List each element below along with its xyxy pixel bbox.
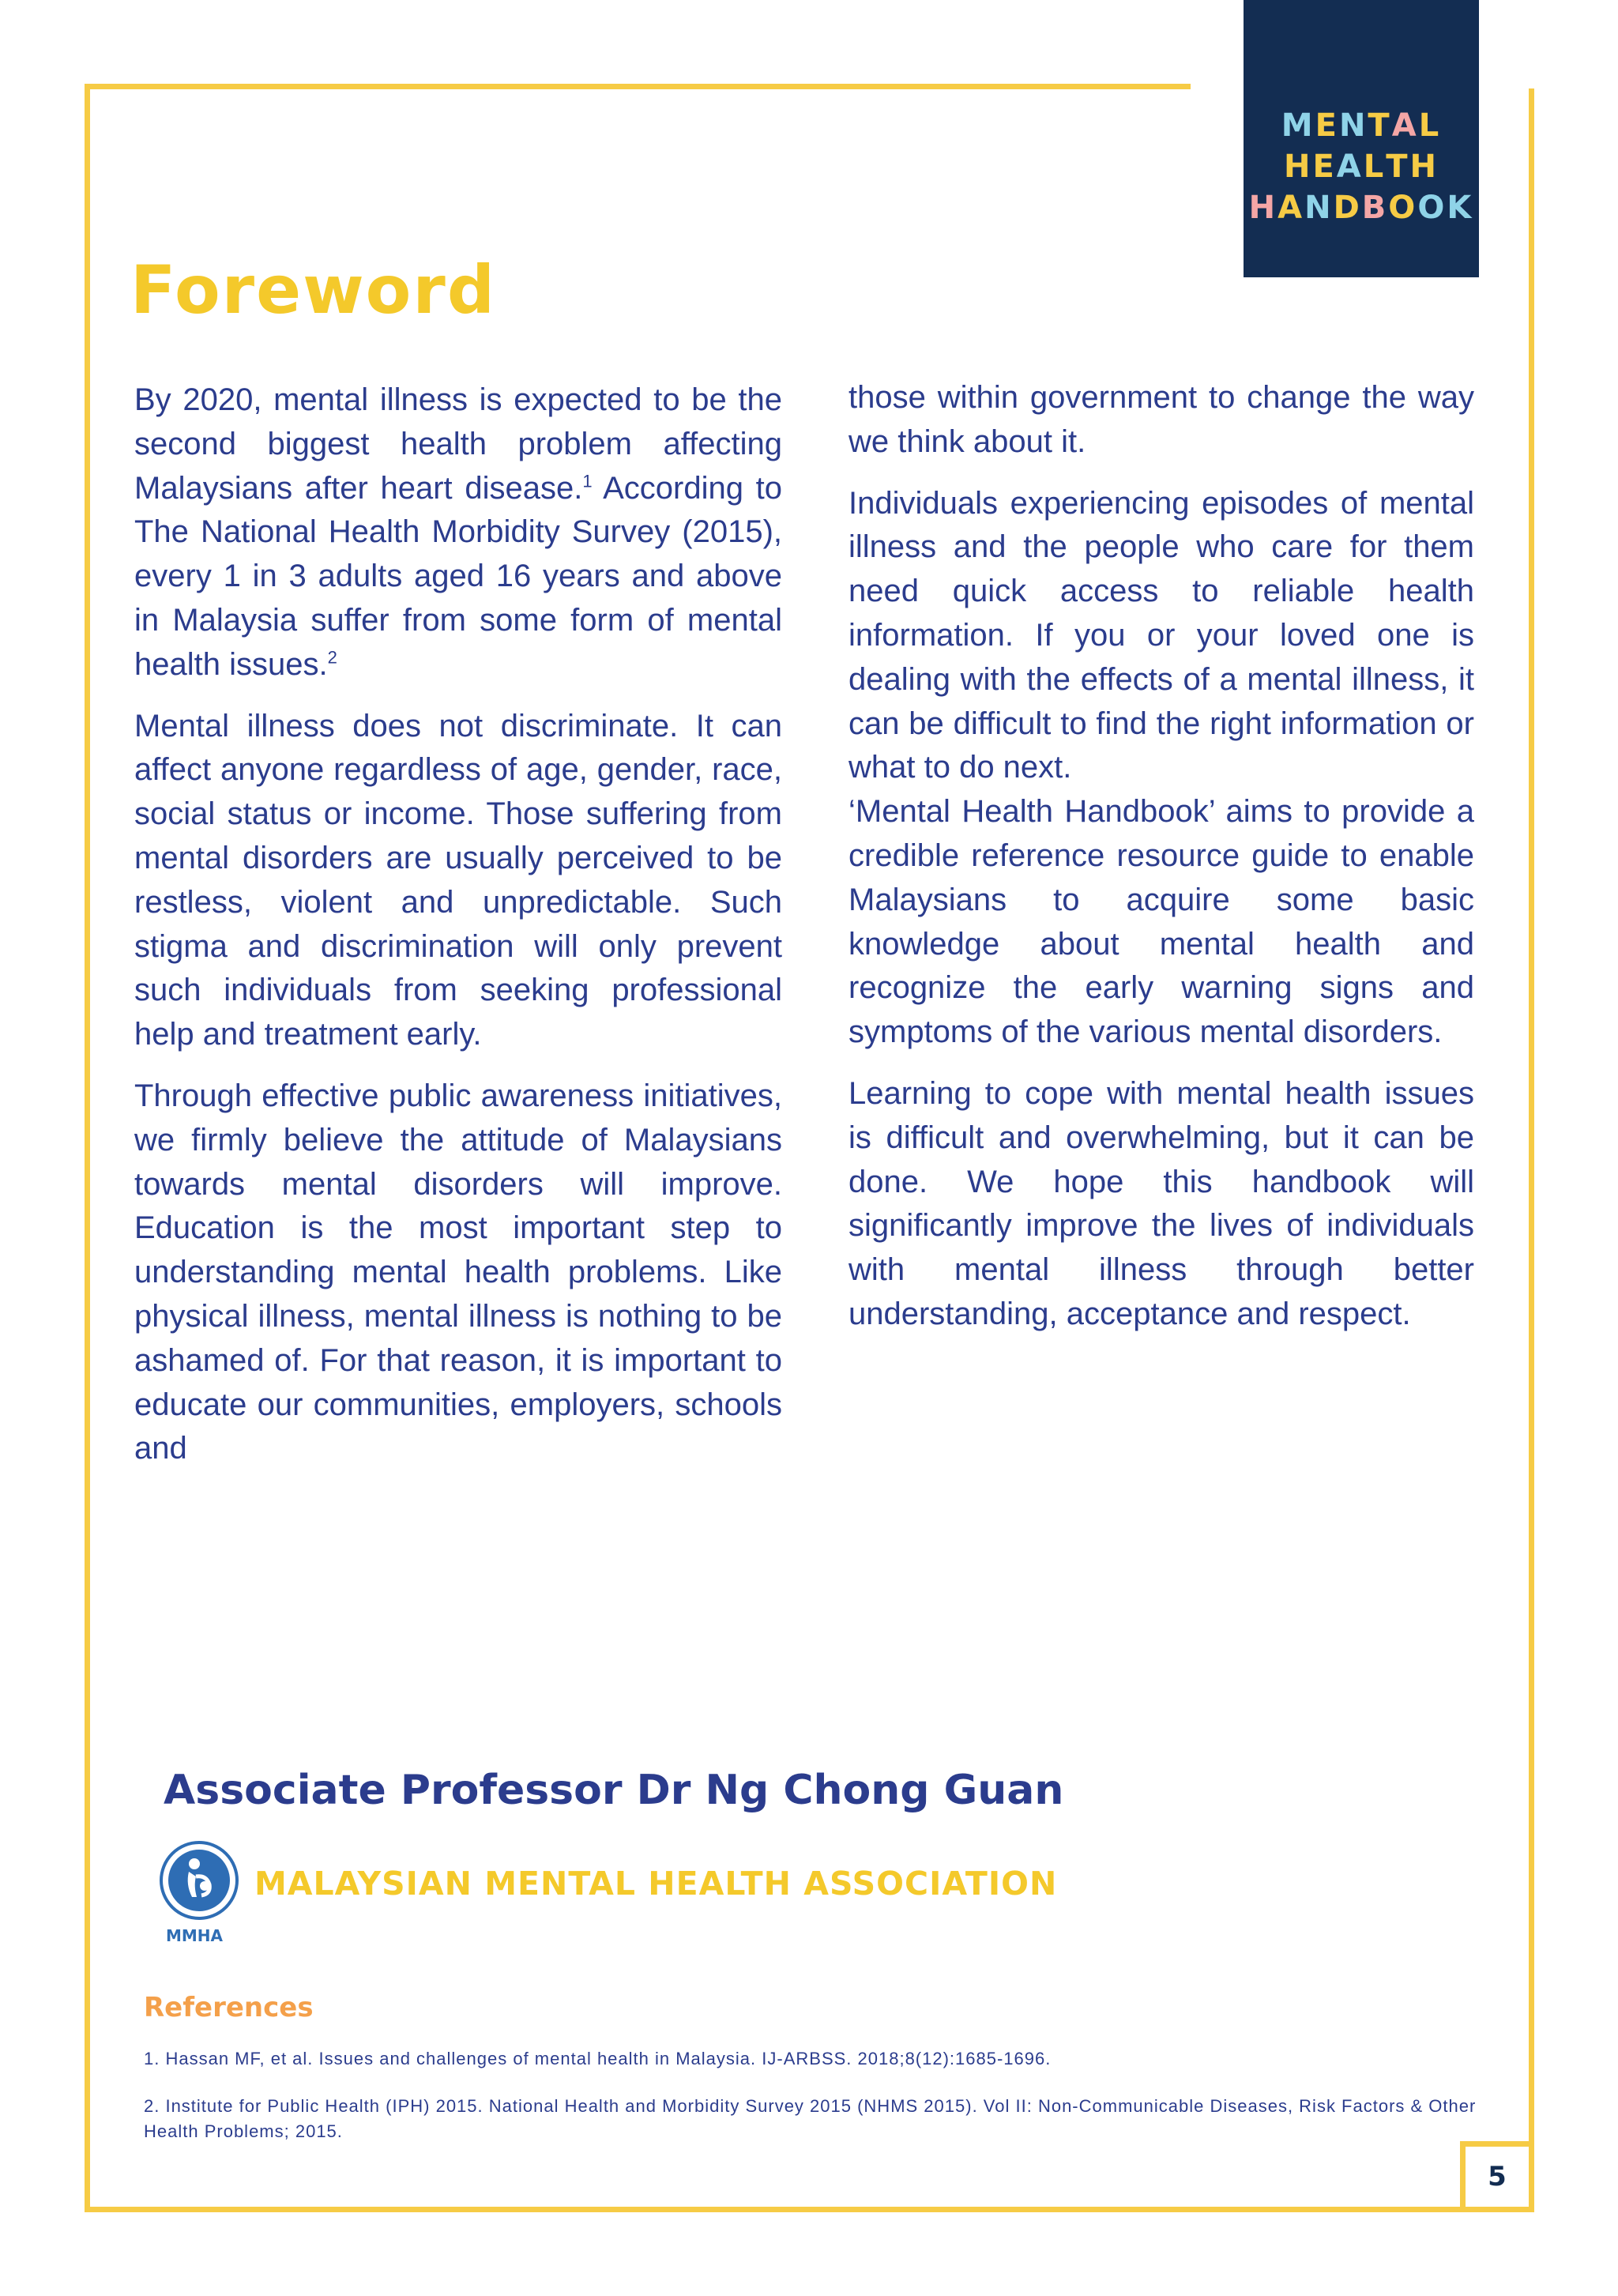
paragraph: Mental illness does not discriminate. It can affect anyone regardless of age, gender, race, social status or income. Those suffering from mental disorders are usually perceived to be restless, violent and unpredictable. Such stigma and discrimination will only prevent such individuals from seeking professional help and treatment early. — [134, 708, 782, 1052]
frame-right-border — [1529, 88, 1534, 2212]
footnote-ref: 1 — [582, 471, 593, 491]
signatory-name: Associate Professor Dr Ng Chong Guan — [164, 1767, 1064, 1814]
brand-line-handbook — [1249, 187, 1474, 228]
brand-letter: E — [1312, 149, 1337, 185]
paragraph: Individuals experiencing episodes of mental illness and the people who care for them need quick access to reliable health information. If you or your loved one is dealing with the effects of a mental illness, it can be difficult to find the right information or what to do next. — [849, 485, 1474, 785]
mother-child-icon — [168, 1850, 230, 1911]
brand-letter: N — [1338, 107, 1368, 144]
frame-bottom-border — [85, 2207, 1534, 2212]
brand-letter: M — [1281, 107, 1315, 144]
frame-top-border — [85, 84, 1191, 89]
paragraph: Learning to cope with mental health issues is difficult and overwhelming, but it can be done. We hope this handbook will significantly improve the lives of individuals with mental illness through better understanding, acceptance and respect. — [849, 1075, 1474, 1331]
brand-letter: L — [1363, 149, 1387, 185]
brand-letter: K — [1447, 190, 1474, 226]
left-text-column — [134, 378, 782, 1489]
reference-item: 2. Institute for Public Health (IPH) 2015. National Health and Morbidity Survey 2015 (NHMS 2015). Vol II: Non-Communicable Diseases, Risk Factors & Other Health Problems; 2015. — [144, 2096, 1477, 2141]
paragraph: Through effective public awareness initiatives, we firmly believe the attitude of Malaysians towards mental disorders will improve. Education is the most important step to understanding mental health problems. Like physical illness, mental illness is nothing to be ashamed of. For that reason, it is important to educate our communities, employers, schools and — [134, 1078, 782, 1466]
brand-letter: D — [1333, 190, 1362, 226]
page-title: Foreword — [130, 251, 496, 329]
brand-letter: A — [1277, 190, 1305, 226]
brand-letter: N — [1304, 190, 1334, 226]
brand-letter: H — [1283, 149, 1313, 185]
page-number: 5 — [1460, 2141, 1534, 2212]
footnote-ref: 2 — [327, 647, 337, 668]
references-heading: References — [144, 1992, 314, 2023]
paragraph: By 2020, mental illness is expected to be the second biggest health problem affecting Malaysians after heart disease.$^1$ According to The National Health Morbidity Survey (2015), every 1 in 3 adults aged 16 years and above in Malaysia suffer from some form of mental health issues.$^2$ — [134, 382, 782, 682]
brand-letter: E — [1315, 107, 1339, 144]
frame-left-border — [85, 84, 90, 2212]
brand-letter: A — [1391, 107, 1419, 144]
brand-letter: O — [1388, 190, 1418, 226]
mmha-logo-icon — [160, 1841, 239, 1920]
paragraph: ‘Mental Health Handbook’ aims to provide a credible reference resource guide to enable Malaysians to acquire some basic knowledge about mental health and recognize the early warning signs and symptoms of the various mental disorders. — [849, 794, 1474, 1050]
brand-letter: H — [1409, 149, 1439, 185]
reference-item: 1. Hassan MF, et al. Issues and challenges of mental health in Malaysia. IJ-ARBSS. 2018;8(12):1685-1696. — [144, 2049, 1052, 2068]
brand-letter: T — [1368, 107, 1392, 144]
brand-letter: T — [1386, 149, 1410, 185]
brand-letter: L — [1418, 107, 1442, 144]
brand-line-mental — [1281, 105, 1441, 146]
right-text-column — [849, 376, 1474, 1354]
brand-letter: A — [1336, 149, 1364, 185]
paragraph: those within government to change the way we think about it. — [849, 380, 1474, 459]
org-abbreviation: MMHA — [166, 1926, 224, 1945]
brand-line-health — [1284, 146, 1439, 187]
brand-letter: B — [1361, 190, 1389, 226]
organization-name: MALAYSIAN MENTAL HEALTH ASSOCIATION — [254, 1865, 1058, 1903]
brand-letter: O — [1417, 190, 1447, 226]
brand-letter: H — [1248, 190, 1278, 226]
handbook-brand-badge — [1244, 0, 1479, 277]
